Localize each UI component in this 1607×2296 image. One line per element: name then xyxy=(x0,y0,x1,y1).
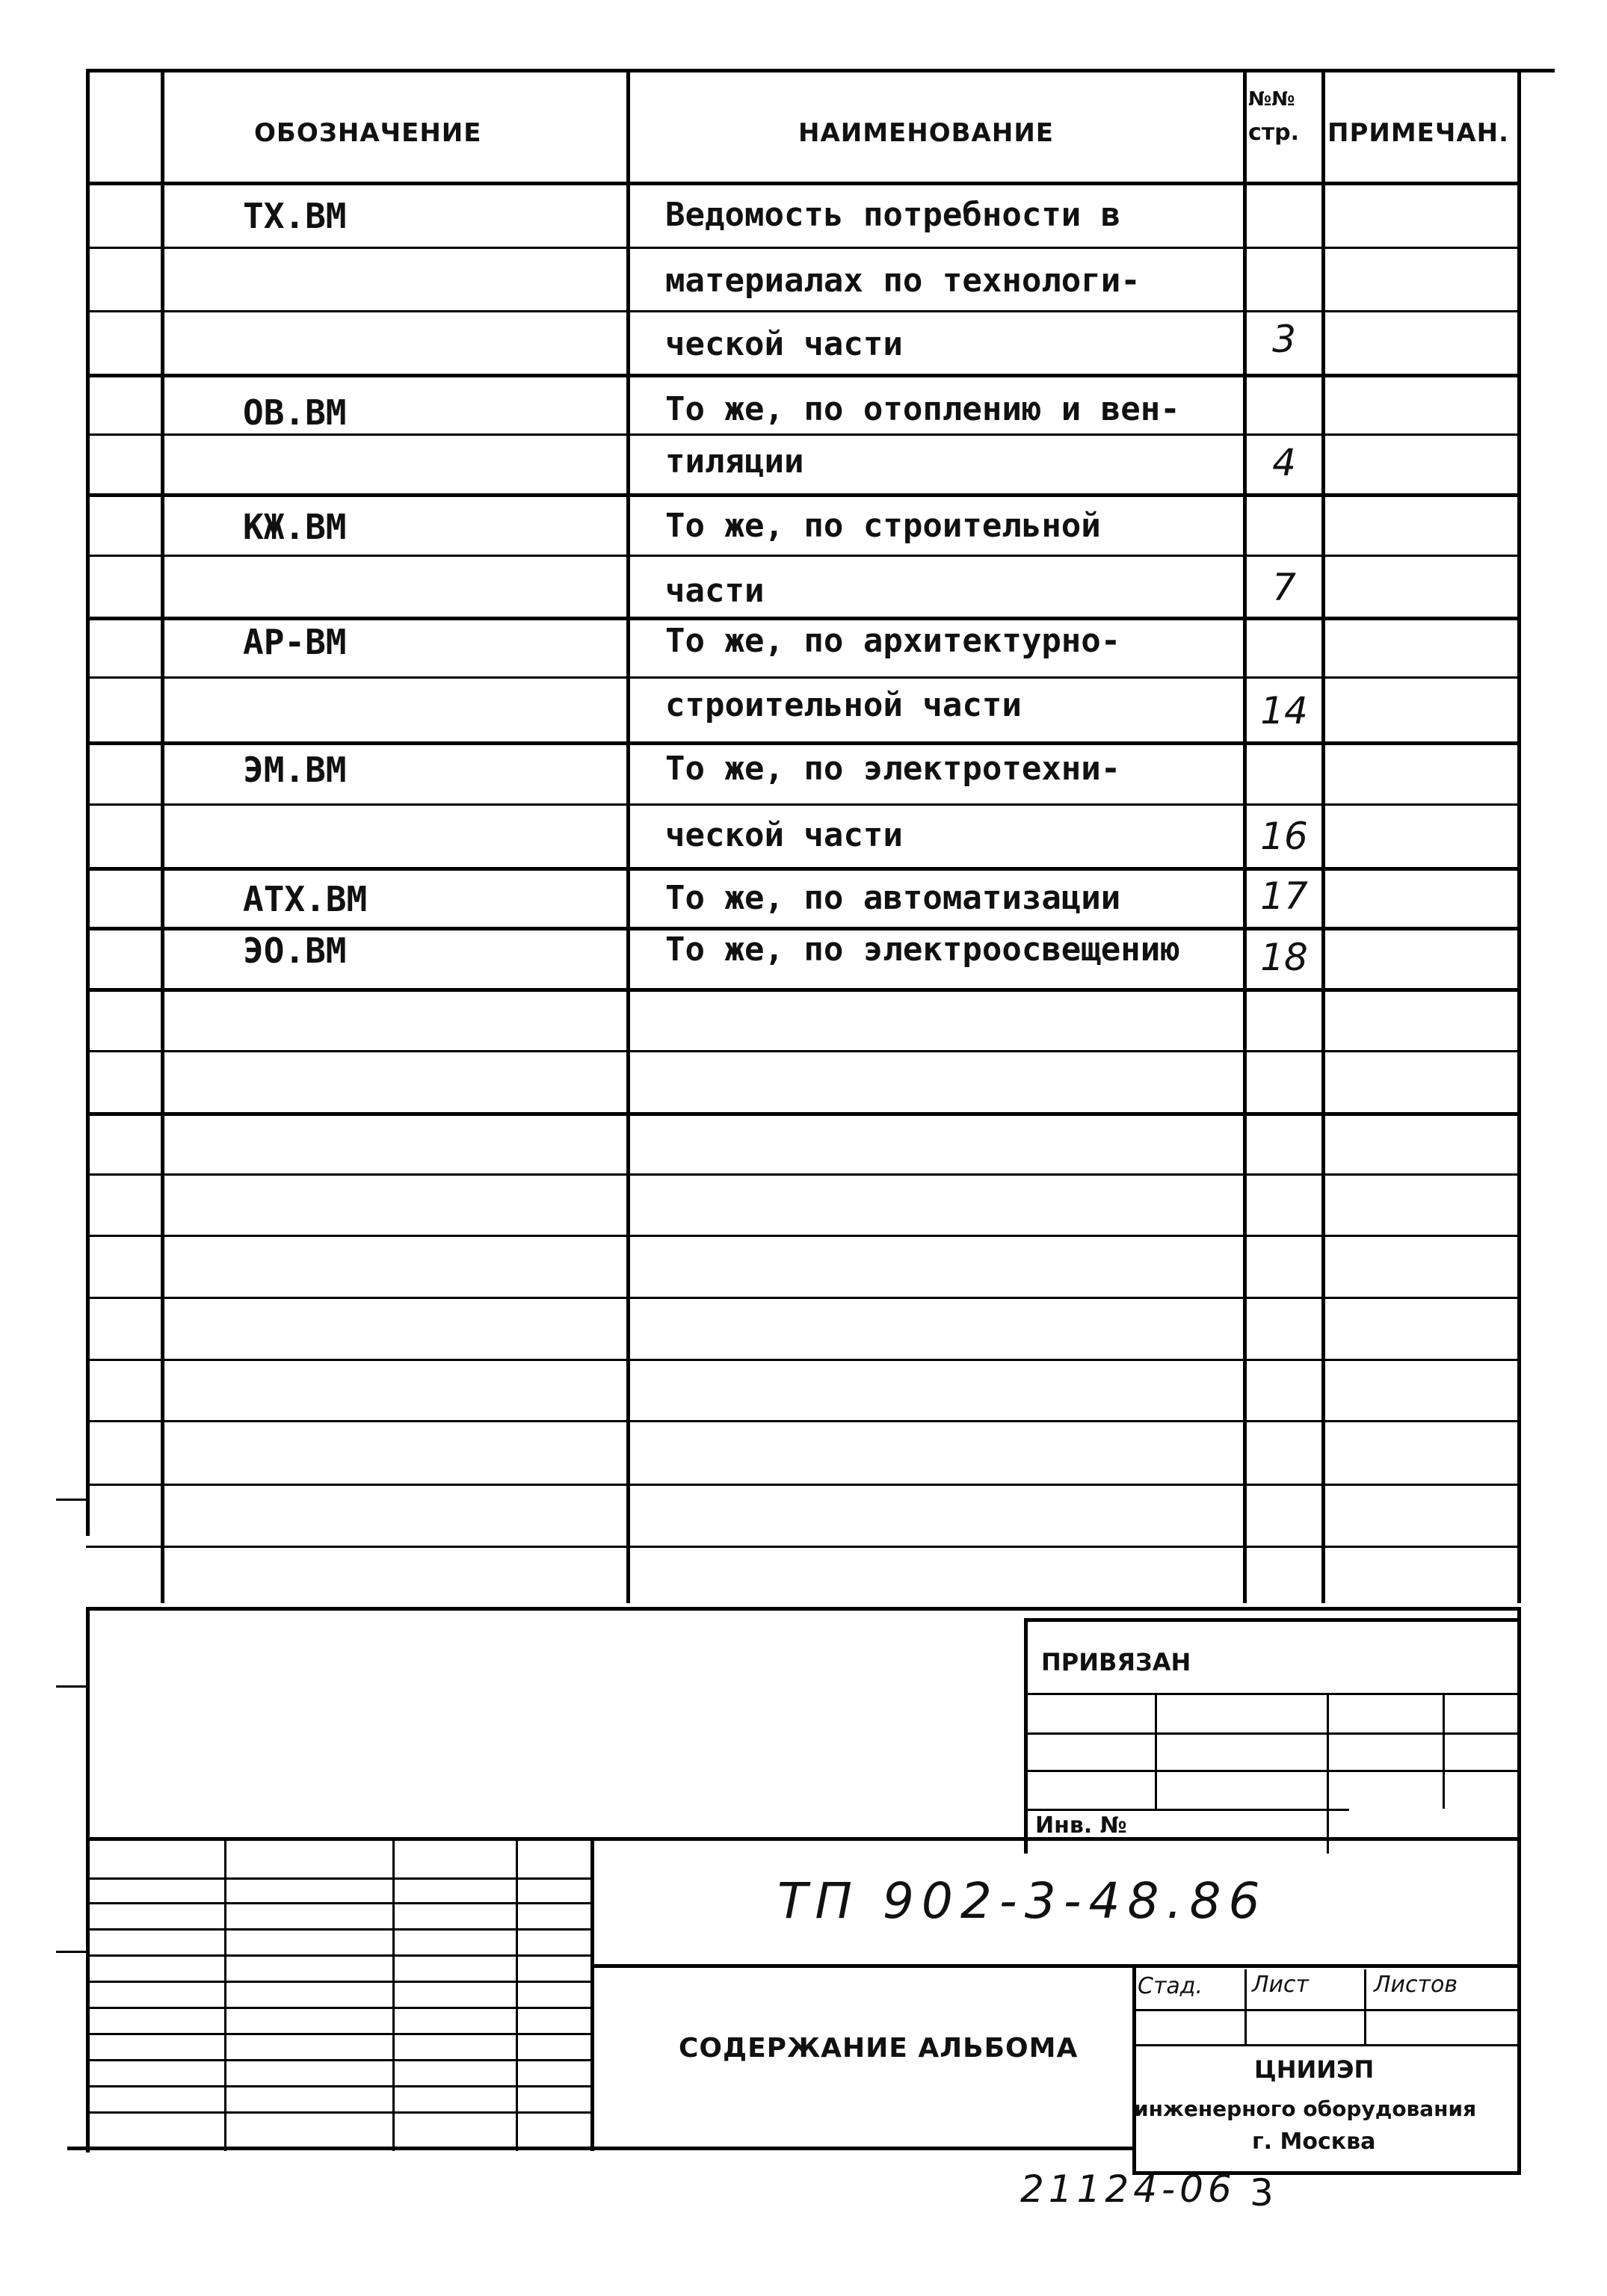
header-page-no-line1: №№ xyxy=(1248,88,1295,111)
row-page: 14 xyxy=(1260,689,1308,732)
row-code: ТХ.ВМ xyxy=(243,196,347,236)
row-name-line: То же, по строительной xyxy=(665,507,1101,545)
row-page: 3 xyxy=(1272,318,1296,361)
header-notes: ПРИМЕЧАН. xyxy=(1327,118,1510,148)
stage-label: Стад. xyxy=(1138,1973,1203,1999)
org-city: г. Москва xyxy=(1252,2129,1376,2155)
org-division: инженерного оборудования xyxy=(1134,2096,1477,2121)
row-code: АТХ.ВМ xyxy=(243,879,368,919)
row-page: 7 xyxy=(1272,566,1296,609)
album-title: СОДЕРЖАНИЕ АЛЬБОМА xyxy=(679,2033,1079,2064)
row-code: КЖ.ВМ xyxy=(243,507,347,547)
row-name-line: строительной части xyxy=(665,686,1022,724)
margin-tick xyxy=(56,1951,90,1953)
row-name-line: материалах по технологи- xyxy=(665,262,1141,300)
row-name-line: части xyxy=(665,572,765,610)
row-code: ЭМ.ВМ xyxy=(243,750,347,790)
archive-number: 21124-06 xyxy=(1020,2167,1236,2211)
row-code: ОВ.ВМ xyxy=(243,392,347,433)
row-code: АР-ВМ xyxy=(243,622,347,662)
sheets-label: Листов xyxy=(1374,1972,1458,1998)
row-page: 17 xyxy=(1260,874,1308,918)
row-name-line: То же, по автоматизации xyxy=(665,879,1121,917)
row-name-line: То же, по архитектурно- xyxy=(665,622,1121,660)
inv-no-label: Инв. № xyxy=(1035,1812,1127,1839)
margin-tick xyxy=(56,1499,90,1501)
row-code: ЭО.ВМ xyxy=(243,931,347,971)
row-name-line: тиляции xyxy=(665,442,804,481)
header-name: НАИМЕНОВАНИЕ xyxy=(798,118,1055,148)
row-name-line: ческой части xyxy=(665,816,903,854)
sheet-label: Лист xyxy=(1252,1972,1310,1998)
row-name-line: То же, по электротехни- xyxy=(665,750,1121,788)
attached-label: ПРИВЯЗАН xyxy=(1041,1648,1191,1676)
row-page: 18 xyxy=(1260,936,1308,979)
header-page-no-line2: стр. xyxy=(1248,120,1300,146)
header-designation: ОБОЗНАЧЕНИЕ xyxy=(254,118,482,148)
row-name-line: ческой части xyxy=(665,325,903,363)
document-code: ТП 902-3-48.86 xyxy=(777,1872,1268,1930)
margin-tick xyxy=(56,1685,90,1688)
row-name-line: Ведомость потребности в xyxy=(665,196,1121,234)
page-number: 3 xyxy=(1250,2171,1274,2215)
row-name-line: То же, по отоплению и вен- xyxy=(665,390,1180,428)
row-page: 4 xyxy=(1272,441,1296,484)
org-name: ЦНИИЭП xyxy=(1254,2055,1375,2084)
row-page: 16 xyxy=(1260,815,1308,858)
row-name-line: То же, по электроосвещению xyxy=(665,931,1180,969)
